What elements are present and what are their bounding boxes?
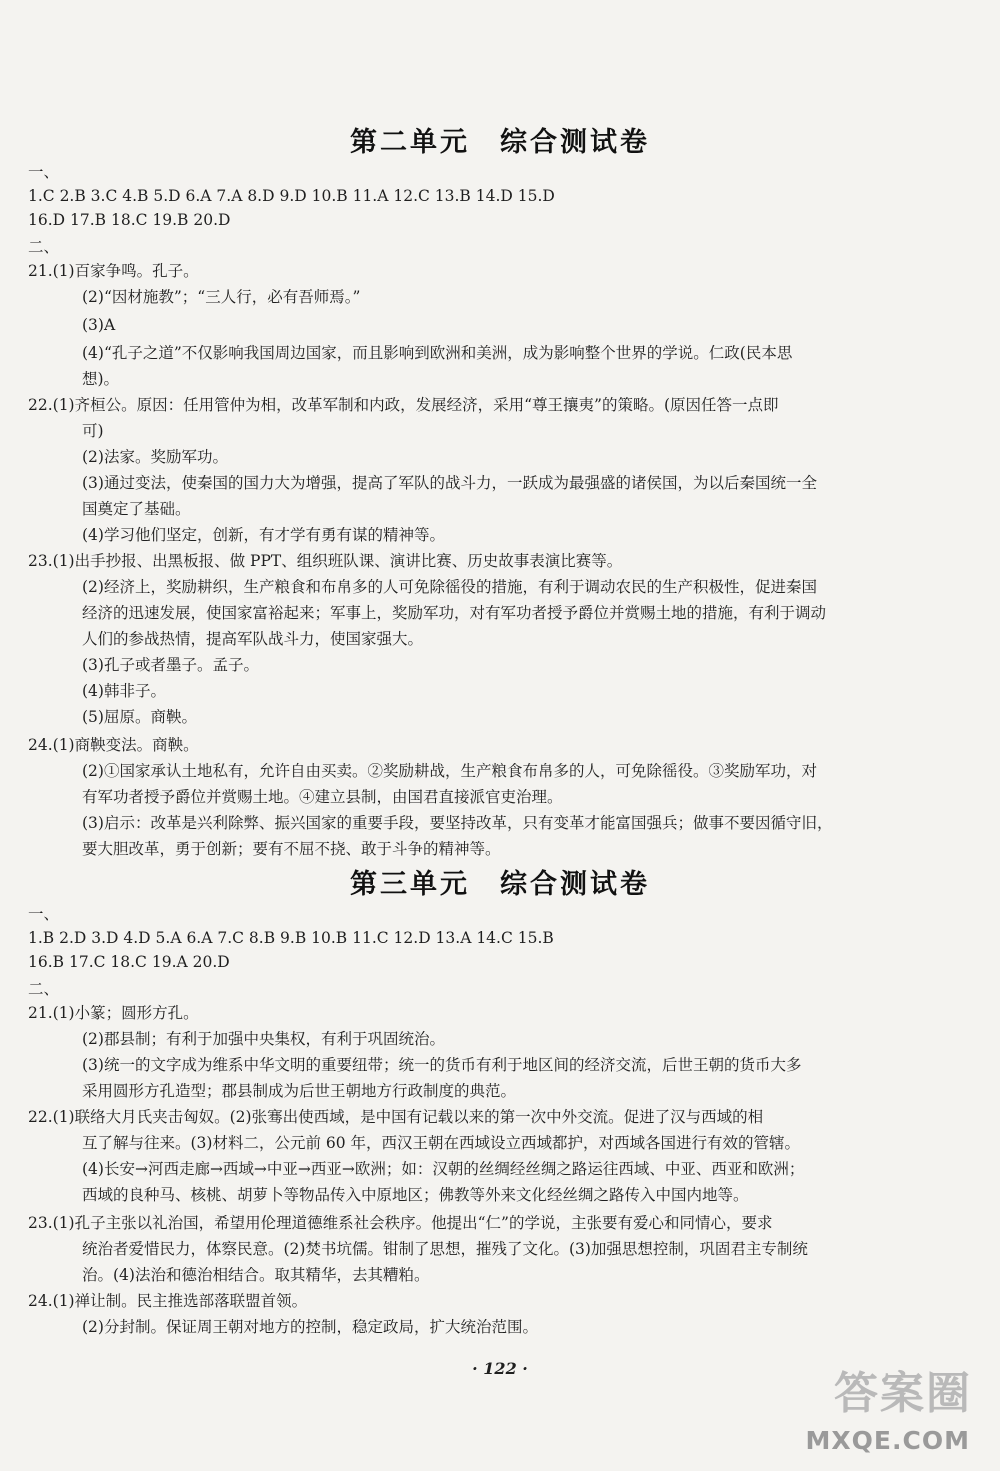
unit3-section2-heading: 二、 [28, 980, 60, 998]
answer-line: 要大胆改革，勇于创新；要有不屈不挠、敢于斗争的精神等。 [82, 840, 501, 858]
watermark-logo: 答案圈 [834, 1368, 972, 1419]
page-number: · 122 · [472, 1359, 528, 1378]
unit2-section2-heading: 二、 [28, 238, 60, 256]
unit3-choice-answers-2: 16.B 17.C 18.C 19.A 20.D [28, 953, 230, 971]
answer-line: 24.(1)禅让制。民主推选部落联盟首领。 [28, 1292, 308, 1310]
answer-line: 采用圆形方孔造型；郡县制成为后世王朝地方行政制度的典范。 [82, 1082, 517, 1100]
answer-line: (4)韩非子。 [82, 682, 166, 700]
answer-line: 24.(1)商鞅变法。商鞅。 [28, 736, 199, 754]
answer-line: (3)孔子或者墨子。孟子。 [82, 656, 259, 674]
answer-line: 国奠定了基础。 [82, 500, 191, 518]
answer-line: 23.(1)孔子主张以礼治国，希望用伦理道德维系社会秩序。他提出“仁”的学说，主张要有爱心和同情心，要求 [28, 1214, 773, 1232]
unit3-section1-heading: 一、 [28, 905, 60, 923]
answer-line: (2)分封制。保证周王朝对地方的控制，稳定政局，扩大统治范围。 [82, 1318, 538, 1336]
unit2-section1-heading: 一、 [28, 163, 60, 181]
answer-line: 人们的参战热情，提高军队战斗力，使国家强大。 [82, 630, 424, 648]
answer-line: (4)学习他们坚定，创新，有才学有勇有谋的精神等。 [82, 526, 445, 544]
answer-line: 统治者爱惜民力，体察民意。(2)焚书坑儒。钳制了思想，摧残了文化。(3)加强思想控制，巩固君主专制统 [82, 1240, 808, 1258]
answer-line: (4)长安→河西走廊→西域→中亚→西亚→欧洲；如：汉朝的丝绸经丝绸之路运往西域、中亚、西亚和欧洲； [82, 1160, 805, 1178]
answer-line: (3)通过变法，使秦国的国力大为增强，提高了军队的战斗力，一跃成为最强盛的诸侯国，为以后秦国统一全 [82, 474, 817, 492]
answer-line: 23.(1)出手抄报、出黑板报、做 PPT、组织班队课、演讲比赛、历史故事表演比赛等。 [28, 552, 623, 570]
answer-line: (2)郡县制；有利于加强中央集权，有利于巩固统治。 [82, 1030, 445, 1048]
unit3-title: 第三单元 综合测试卷 [350, 869, 650, 900]
answer-line: 21.(1)百家争鸣。孔子。 [28, 262, 199, 280]
answer-line: (5)屈原。商鞅。 [82, 708, 197, 726]
answer-line: (2)法家。奖励军功。 [82, 448, 228, 466]
answer-line: (3)A [82, 316, 116, 334]
answer-line: 想)。 [82, 370, 120, 388]
answer-line: 治。(4)法治和德治相结合。取其精华，去其糟粕。 [82, 1266, 430, 1284]
answer-line: (2)经济上，奖励耕织，生产粮食和布帛多的人可免除徭役的措施，有利于调动农民的生产积极性，促进秦国 [82, 578, 817, 596]
watermark-site: MXQE.COM [805, 1426, 970, 1455]
answer-line: 互了解与往来。(3)材料二，公元前 60 年，西汉王朝在西域设立西域都护，对西域各国进行有效的管辖。 [82, 1134, 801, 1152]
answer-line: 22.(1)齐桓公。原因：任用管仲为相，改革军制和内政，发展经济，采用“尊王攘夷”的策略。(原因任答一点即 [28, 396, 779, 414]
answer-line: (4)“孔子之道”不仅影响我国周边国家，而且影响到欧洲和美洲，成为影响整个世界的学说。仁政(民本思 [82, 344, 793, 362]
answer-line: 22.(1)联络大月氏夹击匈奴。(2)张骞出使西域，是中国有记载以来的第一次中外交流。促进了汉与西域的相 [28, 1108, 764, 1126]
answer-line: 西域的良种马、核桃、胡萝卜等物品传入中原地区；佛教等外来文化经丝绸之路传入中国内地等。 [82, 1186, 749, 1204]
unit2-title: 第二单元 综合测试卷 [350, 127, 650, 158]
answer-line: (3)统一的文字成为维系中华文明的重要纽带；统一的货币有利于地区间的经济交流，后世王朝的货币大多 [82, 1056, 802, 1074]
answer-line: (3)启示：改革是兴利除弊、振兴国家的重要手段，要坚持改革，只有变革才能富国强兵；做事不要因循守旧， [82, 814, 833, 832]
answer-line: 经济的迅速发展，使国家富裕起来；军事上，奖励军功，对有军功者授予爵位并赏赐土地的措施，有利于调动 [82, 604, 827, 622]
unit2-choice-answers-2: 16.D 17.B 18.C 19.B 20.D [28, 211, 231, 229]
answer-line: 可) [82, 422, 104, 440]
answer-line: 有军功者授予爵位并赏赐土地。④建立县制，由国君直接派官吏治理。 [82, 788, 563, 806]
unit2-choice-answers-1: 1.C 2.B 3.C 4.B 5.D 6.A 7.A 8.D 9.D 10.B 11.A 12.C 13.B 14.D 15.D [28, 187, 555, 205]
answer-line: (2)“因材施教”；“三人行，必有吾师焉。” [82, 288, 361, 306]
unit3-choice-answers-1: 1.B 2.D 3.D 4.D 5.A 6.A 7.C 8.B 9.B 10.B 11.C 12.D 13.A 14.C 15.B [28, 929, 554, 947]
answer-line: 21.(1)小篆；圆形方孔。 [28, 1004, 199, 1022]
answer-line: (2)①国家承认土地私有，允许自由买卖。②奖励耕战，生产粮食布帛多的人，可免除徭役。③奖励军功，对 [82, 762, 817, 780]
